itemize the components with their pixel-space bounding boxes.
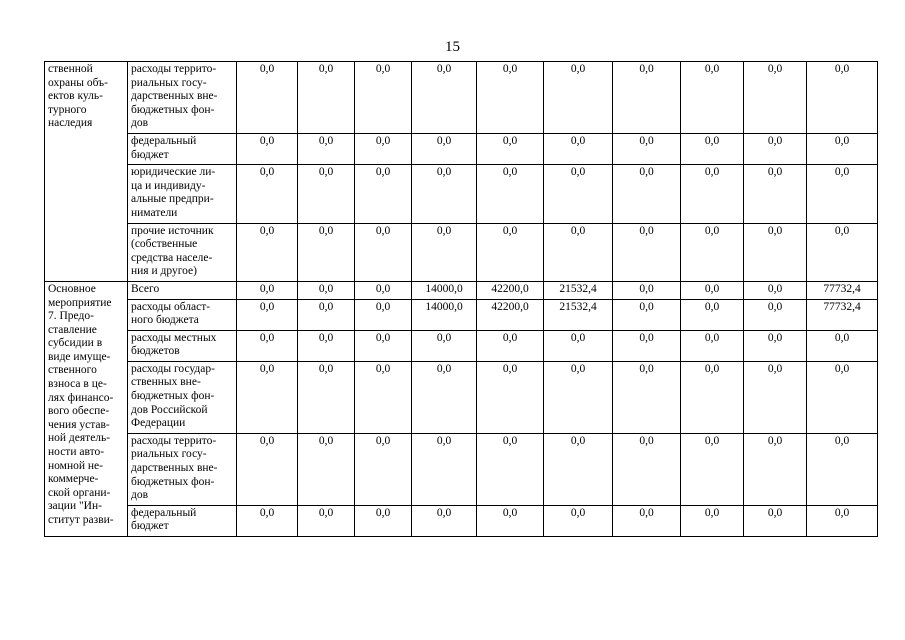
measure-name-line: ской органи- <box>48 486 111 499</box>
value-cell: 0,0 <box>807 330 878 361</box>
value-cell: 0,0 <box>355 281 412 299</box>
funding-source-line: (собственные <box>131 238 198 251</box>
value-cell: 0,0 <box>744 299 807 330</box>
value-cell: 0,0 <box>681 281 744 299</box>
measure-name-line: виде имуще- <box>48 350 111 363</box>
value-cell: 14000,0 <box>412 299 477 330</box>
value-cell: 0,0 <box>237 165 298 223</box>
funding-source-line: ца и индивиду- <box>131 179 206 192</box>
funding-source-line: расходы террито- <box>131 63 217 75</box>
value-cell: 0,0 <box>744 62 807 134</box>
value-cell: 0,0 <box>477 330 544 361</box>
value-cell: 0,0 <box>355 299 412 330</box>
value-cell: 21532,4 <box>544 281 613 299</box>
value-cell: 42200,0 <box>477 281 544 299</box>
value-cell: 0,0 <box>237 223 298 281</box>
value-cell: 0,0 <box>477 133 544 164</box>
value-cell: 0,0 <box>807 165 878 223</box>
measure-name-cell <box>45 281 128 536</box>
value-cell: 0,0 <box>412 133 477 164</box>
value-cell: 0,0 <box>544 223 613 281</box>
value-cell: 0,0 <box>807 505 878 536</box>
table-row <box>45 505 878 536</box>
measure-name-line: ственной <box>48 63 93 75</box>
funding-source-line: ственных вне- <box>131 376 201 389</box>
value-cell: 0,0 <box>544 62 613 134</box>
funding-source-cell <box>128 299 237 330</box>
value-cell: 0,0 <box>412 433 477 505</box>
measure-name-line: вого обеспе- <box>48 405 110 418</box>
value-cell: 0,0 <box>807 433 878 505</box>
value-cell: 0,0 <box>681 505 744 536</box>
funding-source-line: Федерации <box>131 417 186 430</box>
value-cell: 0,0 <box>298 299 355 330</box>
value-cell: 0,0 <box>681 299 744 330</box>
budget-table <box>44 61 878 537</box>
funding-source-line: бюджет <box>131 148 169 161</box>
measure-name-line: коммерче- <box>48 473 99 486</box>
measure-name-line: мероприятие <box>48 296 112 309</box>
funding-source-cell <box>128 281 237 299</box>
value-cell: 0,0 <box>613 133 681 164</box>
funding-source-cell <box>128 505 237 536</box>
page-number: 15 <box>445 39 460 55</box>
table-row <box>45 133 878 164</box>
value-cell: 0,0 <box>681 433 744 505</box>
value-cell: 0,0 <box>355 361 412 433</box>
funding-source-cell <box>128 62 237 134</box>
funding-source-line: расходы област- <box>131 300 211 313</box>
value-cell: 0,0 <box>355 223 412 281</box>
value-cell: 0,0 <box>744 505 807 536</box>
value-cell: 77732,4 <box>807 281 878 299</box>
funding-source-line: альные предпри- <box>131 193 214 206</box>
value-cell: 0,0 <box>412 62 477 134</box>
measure-name-line: чения устав- <box>48 418 110 431</box>
value-cell: 0,0 <box>477 505 544 536</box>
value-cell: 0,0 <box>681 62 744 134</box>
funding-source-line: федеральный <box>131 134 197 147</box>
measure-name-cell <box>45 62 128 282</box>
value-cell: 0,0 <box>544 361 613 433</box>
value-cell: 77732,4 <box>807 299 878 330</box>
funding-source-line: ного бюджета <box>131 314 199 327</box>
funding-source-line: бюджетов <box>131 345 180 358</box>
funding-source-line: риальных госу- <box>131 448 207 461</box>
funding-source-line: риальных госу- <box>131 76 207 89</box>
funding-source-line: дарственных вне- <box>131 90 218 103</box>
value-cell: 0,0 <box>681 361 744 433</box>
funding-source-line: ниматели <box>131 206 178 219</box>
funding-source-line: дарственных вне- <box>131 462 218 475</box>
value-cell: 0,0 <box>744 281 807 299</box>
value-cell: 0,0 <box>477 223 544 281</box>
table-row <box>45 165 878 223</box>
measure-name-line: взноса в це- <box>48 378 107 391</box>
value-cell: 0,0 <box>412 223 477 281</box>
funding-source-line: расходы местных <box>131 331 217 344</box>
funding-source-cell <box>128 223 237 281</box>
value-cell: 0,0 <box>237 330 298 361</box>
measure-name-line: ной деятель- <box>48 432 111 445</box>
measure-name-line: ставление <box>48 323 97 336</box>
funding-source-line: Всего <box>131 282 160 295</box>
value-cell: 0,0 <box>807 361 878 433</box>
measure-name-line: охраны объ- <box>48 76 108 89</box>
value-cell: 0,0 <box>298 361 355 433</box>
measure-name-line: наследия <box>48 117 93 130</box>
value-cell: 0,0 <box>298 281 355 299</box>
measure-name-line: ности авто- <box>48 446 105 459</box>
measure-name-line: ственного <box>48 364 97 377</box>
value-cell: 0,0 <box>744 330 807 361</box>
value-cell: 0,0 <box>744 223 807 281</box>
funding-source-cell <box>128 330 237 361</box>
value-cell: 0,0 <box>237 505 298 536</box>
value-cell: 0,0 <box>298 330 355 361</box>
measure-name-line: Основное <box>48 282 96 295</box>
value-cell: 0,0 <box>298 62 355 134</box>
value-cell: 0,0 <box>298 165 355 223</box>
value-cell: 0,0 <box>237 433 298 505</box>
funding-source-line: бюджетных фон- <box>131 390 215 403</box>
value-cell: 0,0 <box>613 62 681 134</box>
value-cell: 0,0 <box>237 299 298 330</box>
funding-source-cell <box>128 133 237 164</box>
value-cell: 21532,4 <box>544 299 613 330</box>
value-cell: 0,0 <box>412 165 477 223</box>
value-cell: 0,0 <box>412 330 477 361</box>
value-cell: 0,0 <box>681 133 744 164</box>
funding-source-cell <box>128 433 237 505</box>
value-cell: 0,0 <box>237 62 298 134</box>
value-cell: 0,0 <box>477 165 544 223</box>
funding-source-line: расходы государ- <box>131 362 215 375</box>
funding-source-line: дов <box>131 489 149 502</box>
value-cell: 0,0 <box>355 133 412 164</box>
value-cell: 0,0 <box>744 361 807 433</box>
value-cell: 0,0 <box>477 62 544 134</box>
value-cell: 0,0 <box>477 361 544 433</box>
value-cell: 0,0 <box>544 505 613 536</box>
value-cell: 0,0 <box>544 165 613 223</box>
value-cell: 0,0 <box>412 505 477 536</box>
funding-source-line: ния и другое) <box>131 265 197 278</box>
funding-source-line: прочие источник <box>131 224 214 237</box>
table-row <box>45 62 878 134</box>
value-cell: 0,0 <box>613 505 681 536</box>
funding-source-line: бюджетных фон- <box>131 475 215 488</box>
funding-source-line: дов <box>131 117 149 130</box>
value-cell: 0,0 <box>613 433 681 505</box>
value-cell: 0,0 <box>355 505 412 536</box>
value-cell: 0,0 <box>807 133 878 164</box>
value-cell: 0,0 <box>744 133 807 164</box>
value-cell: 0,0 <box>237 281 298 299</box>
value-cell: 0,0 <box>237 133 298 164</box>
table-row <box>45 299 878 330</box>
value-cell: 0,0 <box>298 505 355 536</box>
value-cell: 0,0 <box>355 165 412 223</box>
value-cell: 0,0 <box>613 281 681 299</box>
value-cell: 0,0 <box>744 165 807 223</box>
funding-source-line: федеральный <box>131 506 197 519</box>
measure-name-line: турного <box>48 103 87 116</box>
value-cell: 0,0 <box>298 133 355 164</box>
table-row <box>45 330 878 361</box>
measure-name-line: ститут разви- <box>48 514 114 526</box>
value-cell: 0,0 <box>613 165 681 223</box>
funding-source-line: бюджетных фон- <box>131 103 215 116</box>
value-cell: 0,0 <box>477 433 544 505</box>
value-cell: 0,0 <box>355 330 412 361</box>
value-cell: 0,0 <box>744 433 807 505</box>
value-cell: 0,0 <box>681 165 744 223</box>
value-cell: 0,0 <box>613 223 681 281</box>
table-row <box>45 223 878 281</box>
funding-source-line: бюджет <box>131 520 169 533</box>
funding-source-cell <box>128 361 237 433</box>
value-cell: 0,0 <box>412 361 477 433</box>
value-cell: 0,0 <box>544 330 613 361</box>
value-cell: 0,0 <box>807 62 878 134</box>
funding-source-line: дов Российской <box>131 403 208 416</box>
value-cell: 0,0 <box>681 223 744 281</box>
measure-name-line: ектов куль- <box>48 90 103 103</box>
value-cell: 42200,0 <box>477 299 544 330</box>
table-row <box>45 281 878 299</box>
value-cell: 14000,0 <box>412 281 477 299</box>
table-row <box>45 433 878 505</box>
value-cell: 0,0 <box>807 223 878 281</box>
value-cell: 0,0 <box>298 433 355 505</box>
measure-name-line: лях финансо- <box>48 391 114 404</box>
measure-name-line: зации "Ин- <box>48 500 102 513</box>
value-cell: 0,0 <box>681 330 744 361</box>
funding-source-cell <box>128 165 237 223</box>
measure-name-line: субсидии в <box>48 337 103 350</box>
value-cell: 0,0 <box>355 62 412 134</box>
funding-source-line: средства населе- <box>131 251 213 264</box>
measure-name-line: 7. Предо- <box>48 310 94 323</box>
value-cell: 0,0 <box>237 361 298 433</box>
value-cell: 0,0 <box>544 133 613 164</box>
value-cell: 0,0 <box>613 299 681 330</box>
measure-name-line: номной не- <box>48 459 103 472</box>
table-body <box>45 62 878 537</box>
value-cell: 0,0 <box>544 433 613 505</box>
table-row <box>45 361 878 433</box>
value-cell: 0,0 <box>355 433 412 505</box>
value-cell: 0,0 <box>613 330 681 361</box>
funding-source-line: расходы террито- <box>131 434 217 447</box>
value-cell: 0,0 <box>613 361 681 433</box>
value-cell: 0,0 <box>298 223 355 281</box>
funding-source-line: юридические ли- <box>131 166 216 179</box>
